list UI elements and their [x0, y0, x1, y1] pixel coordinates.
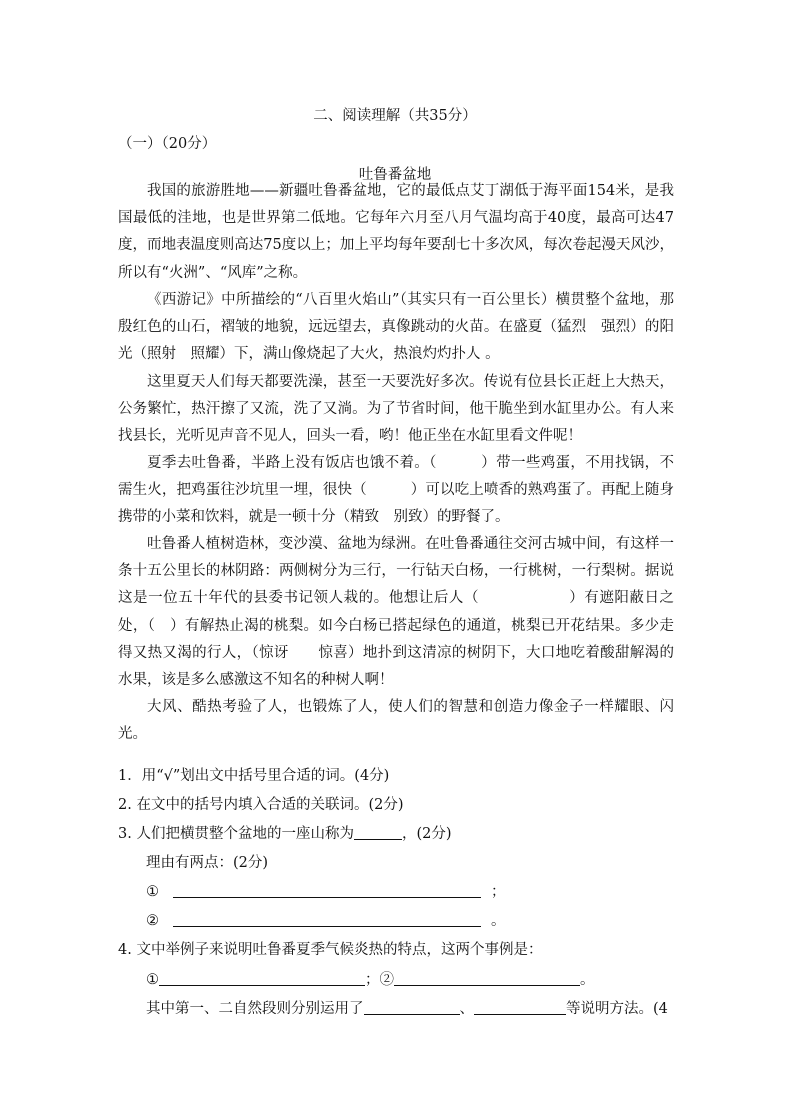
- paragraph-1: 我国的旅游胜地——新疆吐鲁番盆地，它的最低点艾丁湖低于海平面154米，是我国最低的洼地，也是世界第二低地。它每年六月至八月气温均高于40度，最高可达47度，而地表温度则高达75度以上；加上平均每年要刮七十多次风，每次卷起漫天风沙，所以有“火洲”、“风库”之称。: [118, 183, 674, 281]
- question-4-methods: [146, 999, 668, 1019]
- question-3-item-2: [146, 911, 506, 931]
- passage-title: 吐鲁番盆地: [358, 167, 432, 183]
- item-1-mark: ①: [146, 884, 159, 900]
- answer-blank-example-2[interactable]: [394, 971, 580, 986]
- answer-blank-method-1[interactable]: [364, 1000, 460, 1015]
- answer-blank-example-1[interactable]: [159, 971, 365, 986]
- question-3-prefix: 3. 人们把横贯整个盆地的一座山称为: [118, 826, 354, 842]
- answer-blank-reason-2[interactable]: [173, 912, 481, 927]
- example-separator: ；②: [365, 972, 394, 988]
- methods-prefix: 其中第一、二自然段则分别运用了: [146, 1001, 364, 1017]
- section-title: 二、阅读理解（共35分）: [313, 108, 477, 124]
- paragraph-4: 夏季去吐鲁番，半路上没有饭店也饿不着。（ ）带一些鸡蛋，不用找锅，不需生火，把鸡蛋往沙坑里一埋，很快（ ）可以吃上喷香的熟鸡蛋了。再配上随身携带的小菜和饮料，就是一顿十分（精致 别致）的野餐了。: [118, 455, 674, 526]
- question-4-examples: [146, 970, 595, 990]
- paragraph-5: 吐鲁番人植树造林，变沙漠、盆地为绿洲。在吐鲁番通往交河古城中间，有这样一条十五公里长的林阴路：两侧树分为三行，一行钻天白杨，一行桃树，一行梨树。据说这是一位五十年代的县委书记领人栽的。他想让后人（ ）有遮阳蔽日之处，（ ）有解热止渴的桃梨。如今白杨已搭起绿色的通道，桃梨已开花结果。多少走得又热又渴的行人，（惊讶 惊喜）地扑到这清凉的树阴下，大口地吃着酸甜解渴的水果，该是多么感激这不知名的种树人啊！: [118, 536, 674, 689]
- item-2-mark: ②: [146, 913, 159, 929]
- answer-blank-method-2[interactable]: [474, 1000, 566, 1015]
- example-end: 。: [580, 972, 595, 988]
- question-3: [118, 824, 452, 844]
- question-3-reason: 理由有两点：(2分): [146, 855, 269, 871]
- paragraph-6: 大风、酷热考验了人，也锻炼了人，使人们的智慧和创造力像金子一样耀眼、闪光。: [118, 699, 674, 743]
- paragraph-2: 《西游记》中所描绘的“八百里火焰山”（其实只有一百公里长）横贯整个盆地，那殷红色的山石，褶皱的地貌，远远望去，真像跳动的火苗。在盛夏（猛烈 强烈）的阳光（照射 照耀）下，满山像烧起了大火，热浪灼灼扑人 。: [118, 292, 674, 363]
- item-2-end: 。: [491, 913, 506, 929]
- part-label: （一）（20分）: [118, 136, 217, 152]
- question-4: 4. 文中举例子来说明吐鲁番夏季气候炎热的特点，这两个事例是：: [118, 942, 543, 958]
- example-1-mark: ①: [146, 972, 159, 988]
- answer-blank-reason-1[interactable]: [173, 883, 481, 898]
- question-1: 1．用“√”划出文中括号里合适的词。(4分): [118, 768, 390, 784]
- item-1-end: ；: [491, 884, 506, 900]
- question-3-suffix: ，(2分): [401, 826, 452, 842]
- answer-blank-mountain[interactable]: [354, 825, 402, 840]
- methods-separator: 、: [459, 1001, 474, 1017]
- question-3-item-1: [146, 882, 506, 902]
- question-2: 2. 在文中的括号内填入合适的关联词。(2分): [118, 797, 404, 813]
- methods-suffix: 等说明方法。(4: [566, 1001, 668, 1017]
- paragraph-3: 这里夏天人们每天都要洗澡，甚至一天要洗好多次。传说有位县长正赶上大热天，公务繁忙，热汗擦了又流，洗了又淌。为了节省时间，他干脆坐到水缸里办公。有人来找县长，光听见声音不见人，回头一看，哟！他正坐在水缸里看文件呢！: [118, 374, 674, 445]
